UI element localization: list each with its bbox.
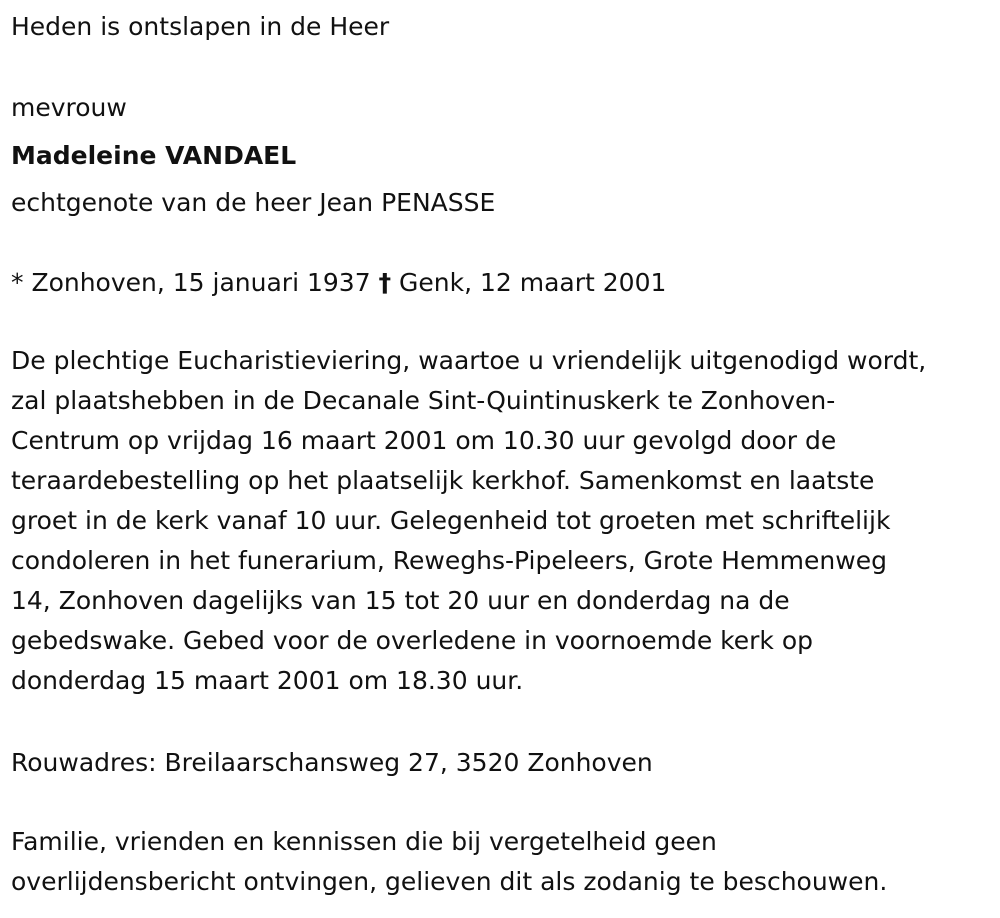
ceremony-line: condoleren in het funerarium, Reweghs-Pipeleers, Grote Hemmenweg	[11, 546, 887, 575]
ceremony-line: teraardebestelling op het plaatselijk kerkhof. Samenkomst en laatste	[11, 466, 875, 495]
birth-text: * Zonhoven, 15 januari 1937	[11, 268, 371, 297]
closing-line: overlijdensbericht ontvingen, gelieven dit als zodanig te beschouwen.	[11, 867, 888, 896]
dates-line	[11, 270, 666, 295]
ceremony-line: Centrum op vrijdag 16 maart 2001 om 10.30 uur gevolgd door de	[11, 426, 837, 455]
ceremony-line: groet in de kerk vanaf 10 uur. Gelegenheid tot groeten met schriftelijk	[11, 506, 891, 535]
spouse-line: echtgenote van de heer Jean PENASSE	[11, 188, 496, 217]
ceremony-line: zal plaatshebben in de Decanale Sint-Quintinuskerk te Zonhoven-	[11, 386, 836, 415]
ceremony-line: gebedswake. Gebed voor de overledene in voornoemde kerk op	[11, 626, 814, 655]
ceremony-line: De plechtige Eucharistieviering, waartoe u vriendelijk uitgenodigd wordt,	[11, 346, 927, 375]
address-line: Rouwadres: Breilaarschansweg 27, 3520 Zonhoven	[11, 748, 653, 777]
honorific-text: mevrouw	[11, 93, 127, 122]
closing-line: Familie, vrienden en kennissen die bij vergetelheid geen	[11, 827, 717, 856]
death-text: Genk, 12 maart 2001	[399, 268, 667, 297]
ceremony-line: donderdag 15 maart 2001 om 18.30 uur.	[11, 666, 524, 695]
intro-text: Heden is ontslapen in de Heer	[11, 12, 390, 41]
ceremony-line: 14, Zonhoven dagelijks van 15 tot 20 uur en donderdag na de	[11, 586, 790, 615]
closing-paragraph	[11, 822, 996, 902]
cross-icon: †	[378, 268, 392, 297]
deceased-name: Madeleine VANDAEL	[11, 141, 297, 170]
ceremony-paragraph	[11, 341, 996, 701]
